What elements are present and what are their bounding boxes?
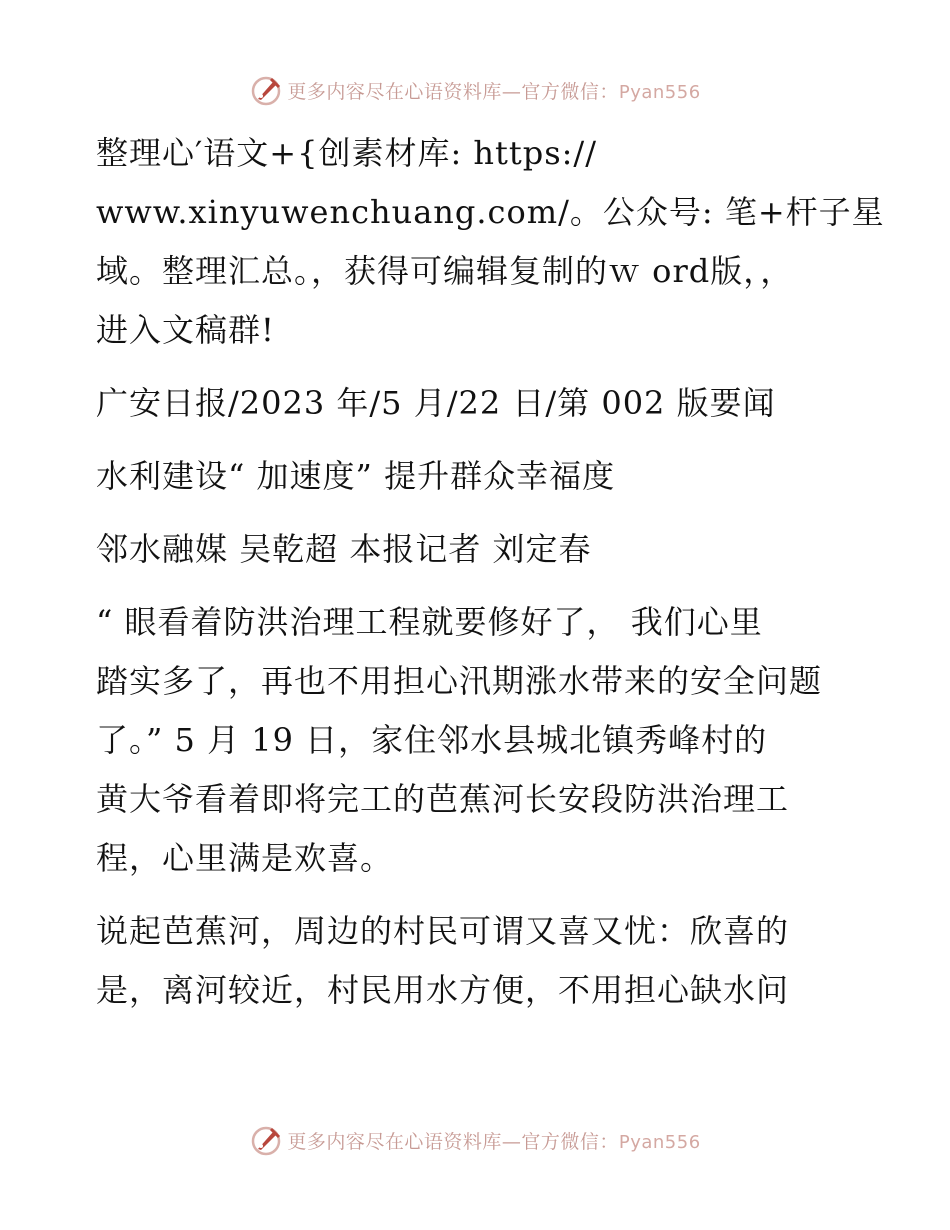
watermark-text: 更多内容尽在心语资料库—官方微信：Pyan556: [287, 1130, 701, 1153]
paragraph-intro: [96, 124, 885, 360]
text-line: 是，离河较近，村民用水方便，不用担心缺水问: [96, 971, 790, 1009]
watermark-text: 更多内容尽在心语资料库—官方微信：Pyan556: [287, 80, 701, 103]
text-line: “ 眼看着防洪治理工程就要修好了， 我们心里: [96, 603, 763, 641]
text-line: 程，心里满是欢喜。: [96, 839, 394, 877]
paragraph-body-2: [96, 902, 856, 1020]
paragraph-body-1: [96, 593, 856, 888]
header-watermark: [0, 72, 950, 108]
text-line: www.xinyuwenchuang.com/。公众号: 笔+杆子星: [96, 193, 885, 231]
text-line: 整理心′语文+{创素材库: https://: [96, 134, 597, 172]
source-line: [96, 374, 856, 433]
quill-pen-logo-icon: [249, 1123, 283, 1157]
text-line: 邻水融媒 吴乾超 本报记者 刘定春: [96, 530, 592, 568]
text-line: 广安日报/2023 年/5 月/22 日/第 002 版要闻: [96, 384, 776, 422]
text-line: 黄大爷看着即将完工的芭蕉河长安段防洪治理工: [96, 780, 790, 818]
text-line: 域。整理汇总。，获得可编辑复制的ｗ ord版，，: [96, 252, 794, 290]
text-line: 踏实多了，再也不用担心汛期涨水带来的安全问题: [96, 662, 823, 700]
article-title: [96, 447, 856, 506]
document-body: [96, 124, 885, 1020]
byline: [96, 520, 856, 579]
text-line: 了。” 5 月 19 日，家住邻水县城北镇秀峰村的: [96, 721, 768, 759]
quill-pen-logo-icon: [249, 73, 283, 107]
text-line: 说起芭蕉河，周边的村民可谓又喜又忧：欣喜的: [96, 912, 790, 950]
footer-watermark: [0, 1122, 950, 1158]
text-line: 水利建设“ 加速度” 提升群众幸福度: [96, 457, 616, 495]
text-line: 进入文稿群!: [96, 311, 275, 349]
